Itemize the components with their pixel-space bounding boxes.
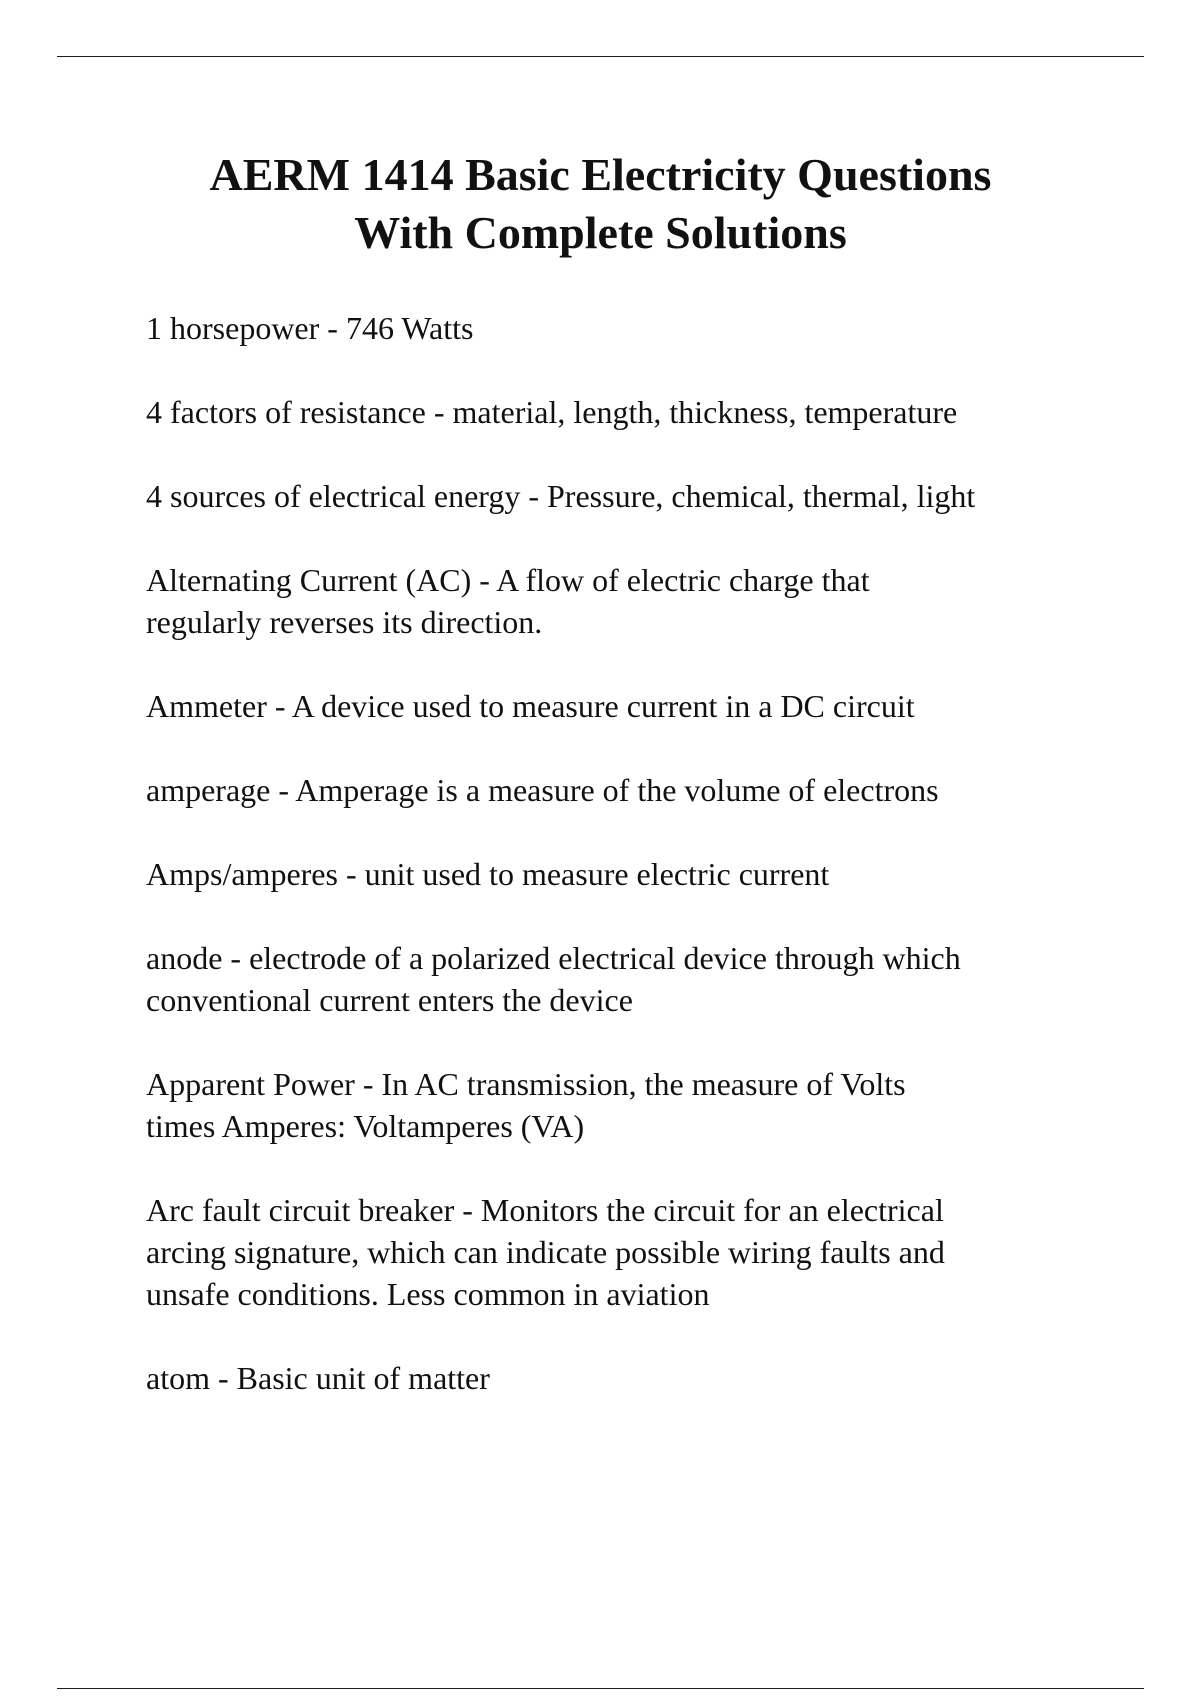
qa-entry: Amps/amperes - unit used to measure electric current: [146, 856, 830, 892]
qa-entry: 4 factors of resistance - material, length, thickness, temperature: [146, 394, 958, 430]
qa-entry: 4 sources of electrical energy - Pressure, chemical, thermal, light: [146, 478, 976, 514]
qa-entry: Apparent Power - In AC transmission, the measure of Volts times Amperes: Voltamperes (VA): [146, 1066, 906, 1144]
page-title-line-2: With Complete Solutions: [354, 207, 847, 258]
header-rule: [57, 56, 1144, 57]
qa-entry: Ammeter - A device used to measure current in a DC circuit: [146, 688, 915, 724]
qa-entry: anode - electrode of a polarized electrical device through which conventional current enters the device: [146, 940, 961, 1018]
qa-entry: Alternating Current (AC) - A flow of electric charge that regularly reverses its direction.: [146, 562, 870, 640]
qa-entry: Arc fault circuit breaker - Monitors the circuit for an electrical arcing signature, which can indicate possible wiring faults and unsafe conditions. Less common in aviation: [146, 1192, 945, 1312]
page-title-line-1: AERM 1414 Basic Electricity Questions: [209, 149, 992, 200]
footer-rule: [57, 1688, 1144, 1689]
qa-entry: amperage - Amperage is a measure of the volume of electrons: [146, 772, 939, 808]
qa-entry: atom - Basic unit of matter: [146, 1360, 490, 1396]
page-title: [57, 146, 1144, 262]
qa-entry: 1 horsepower - 746 Watts: [146, 310, 474, 346]
qa-list: [146, 307, 1136, 1441]
